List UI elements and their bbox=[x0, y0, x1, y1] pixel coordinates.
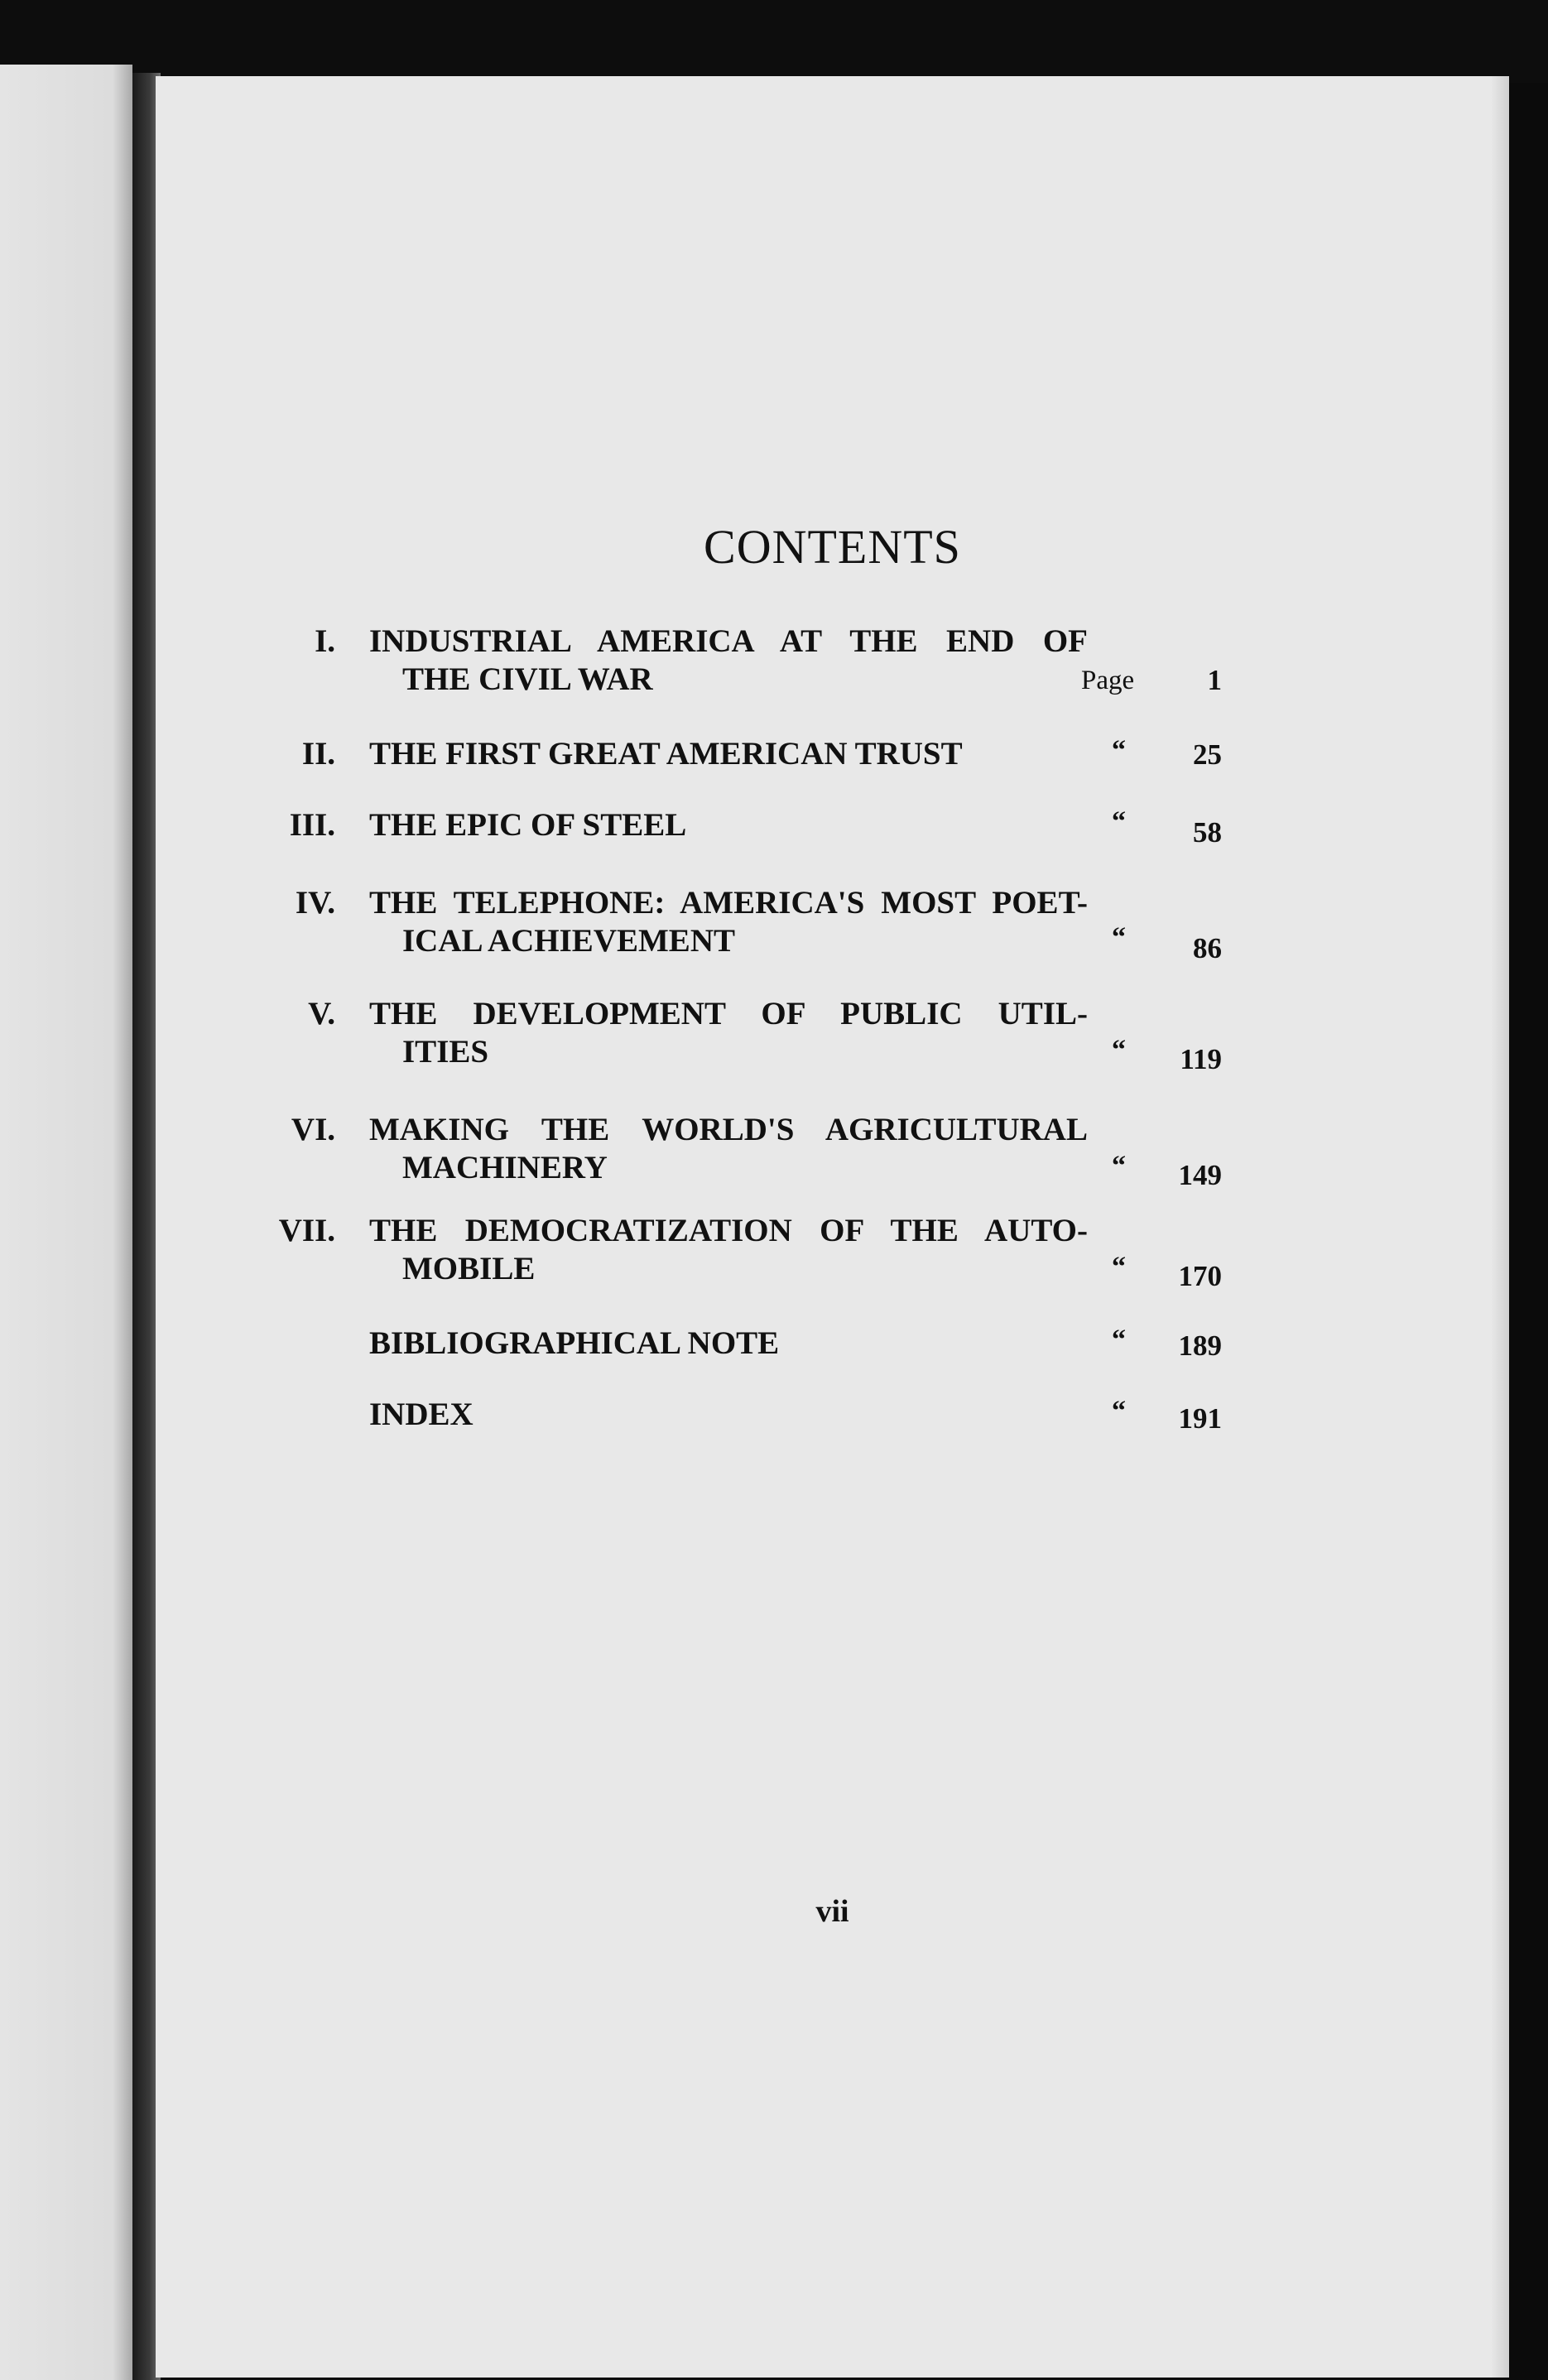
contents-heading: CONTENTS bbox=[704, 520, 961, 574]
chapter-title bbox=[369, 995, 1088, 1071]
title-line-2: ITIES bbox=[402, 1034, 489, 1070]
scan-border bbox=[1509, 83, 1548, 2380]
chapter-number: V. bbox=[308, 996, 335, 1031]
title-line-2: THE CIVIL WAR bbox=[402, 661, 653, 697]
ditto-mark: “ bbox=[1112, 1151, 1126, 1181]
scanned-page bbox=[156, 76, 1509, 2378]
entry-title bbox=[369, 1396, 1088, 1434]
ditto-mark: “ bbox=[1112, 1396, 1126, 1426]
chapter-number: VII. bbox=[278, 1213, 335, 1248]
page-number: 86 bbox=[1193, 932, 1222, 964]
table-of-contents bbox=[156, 76, 1509, 2378]
title-line-1: MAKING THE WORLD'S AGRICULTURAL bbox=[369, 1112, 1088, 1147]
page-number: 149 bbox=[1178, 1159, 1222, 1191]
ditto-mark: “ bbox=[1112, 1035, 1126, 1065]
title-line-1: THE EPIC OF STEEL bbox=[369, 807, 687, 843]
page-number: 25 bbox=[1193, 738, 1222, 771]
page-number: 189 bbox=[1178, 1329, 1222, 1362]
chapter-number: I. bbox=[315, 623, 335, 659]
chapter-title bbox=[369, 1212, 1088, 1288]
chapter-number: VI. bbox=[291, 1112, 335, 1147]
page-number: 1 bbox=[1207, 664, 1222, 696]
page-number: 170 bbox=[1178, 1260, 1222, 1292]
title-line-1: BIBLIOGRAPHICAL NOTE bbox=[369, 1325, 780, 1361]
title-line-2: MACHINERY bbox=[402, 1150, 608, 1185]
title-line-1: THE TELEPHONE: AMERICA'S MOST POET- bbox=[369, 885, 1088, 921]
title-line-1: THE DEVELOPMENT OF PUBLIC UTIL- bbox=[369, 996, 1088, 1031]
chapter-title bbox=[369, 884, 1088, 960]
page-folio: vii bbox=[815, 1894, 849, 1929]
page-label: Page bbox=[1081, 666, 1135, 695]
ditto-mark: “ bbox=[1112, 1252, 1126, 1282]
ditto-mark: “ bbox=[1112, 922, 1126, 953]
chapter-title bbox=[369, 806, 1088, 844]
ditto-mark: “ bbox=[1112, 735, 1126, 766]
entry-title bbox=[369, 1325, 1088, 1363]
title-line-1: THE FIRST GREAT AMERICAN TRUST bbox=[369, 736, 963, 772]
page-number: 191 bbox=[1178, 1402, 1222, 1435]
title-line-2: MOBILE bbox=[402, 1251, 536, 1286]
facing-page-edge bbox=[0, 65, 132, 2380]
chapter-title bbox=[369, 623, 1088, 699]
ditto-mark: “ bbox=[1112, 1325, 1126, 1355]
title-line-1: INDUSTRIAL AMERICA AT THE END OF bbox=[369, 623, 1088, 659]
title-line-1: INDEX bbox=[369, 1397, 474, 1432]
chapter-number: IV. bbox=[295, 885, 335, 921]
chapter-number: III. bbox=[289, 807, 335, 843]
chapter-title bbox=[369, 735, 1088, 773]
title-line-1: THE DEMOCRATIZATION OF THE AUTO- bbox=[369, 1213, 1088, 1248]
chapter-number: II. bbox=[301, 736, 335, 772]
page-number: 119 bbox=[1180, 1043, 1222, 1075]
title-line-2: ICAL ACHIEVEMENT bbox=[402, 923, 735, 959]
ditto-mark: “ bbox=[1112, 806, 1126, 837]
chapter-title bbox=[369, 1111, 1088, 1187]
page-number: 58 bbox=[1193, 816, 1222, 849]
